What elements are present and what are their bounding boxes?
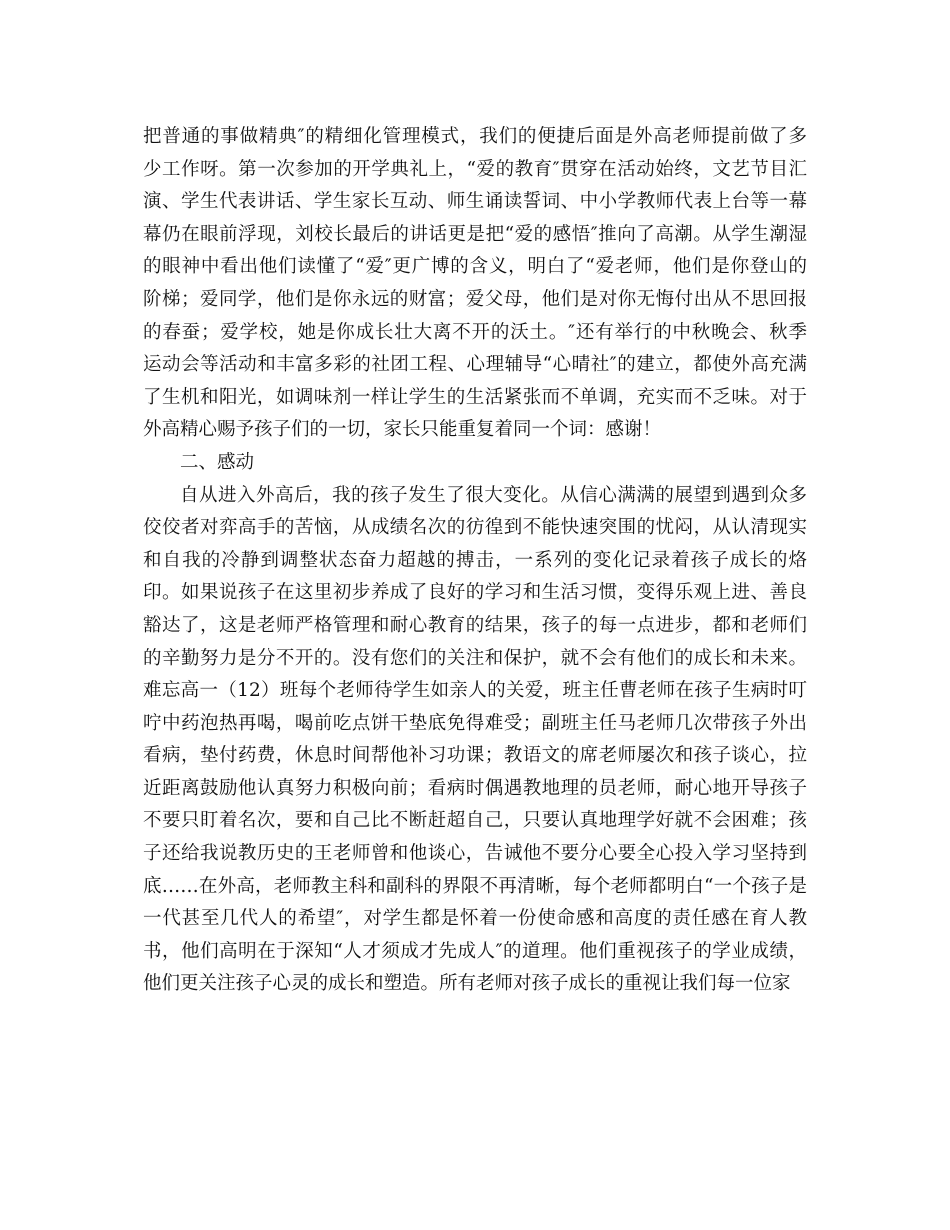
- text-line: 演、学生代表讲话、学生家长互动、师生诵读誓词、中小学教师代表上台等一幕: [143, 191, 807, 213]
- text-line: 把普通的事做精典″的精细化管理模式，我们的便捷后面是外高老师提前做了多: [143, 126, 807, 147]
- text-line: 难忘高一（12）班每个老师待学生如亲人的关爱，班主任曹老师在孩子生病时叮: [143, 680, 807, 702]
- text-line: 豁达了，这是老师严格管理和耐心教育的结果，孩子的每一点进步，都和老师们: [143, 614, 807, 636]
- text-line: 的眼神中看出他们读懂了“爱″更广博的含义，明白了“爱老师，他们是你登山的: [143, 256, 807, 278]
- text-line: 看病，垫付药费，休息时间帮他补习功课；教语文的席老师屡次和孩子谈心，拉: [143, 745, 807, 767]
- text-line: 子还给我说教历史的王老师曾和他谈心，告诫他不要分心要全心投入学习坚持到: [143, 843, 807, 865]
- text-line: 他们更关注孩子心灵的成长和塑造。所有老师对孩子成长的重视让我们每一位家: [143, 973, 791, 995]
- text-line: 和自我的冷静到调整状态奋力超越的搏击，一系列的变化记录着孩子成长的烙: [143, 549, 807, 571]
- text-line: 外高精心赐予孩子们的一切，家长只能重复着同一个词：感谢！: [143, 419, 662, 441]
- text-line: 不要只盯着名次，要和自己比不断赶超自己，只要认真地理学好就不会困难；孩: [143, 810, 807, 832]
- text-line: 咛中药泡热再喝，喝前吃点饼干垫底免得难受；副班主任马老师几次带孩子外出: [143, 712, 807, 734]
- text-line: 书，他们高明在于深知“人才须成才先成人″的道理。他们重视孩子的学业成绩，: [143, 940, 807, 962]
- text-line: 阶梯；爱同学，他们是你永远的财富；爱父母，他们是对你无悔付出从不思回报: [143, 288, 807, 310]
- text-line: 近距离鼓励他认真努力积极向前；看病时偶遇教地理的员老师，耐心地开导孩子: [143, 777, 807, 799]
- paragraph: [143, 447, 807, 480]
- text-line: 的辛勤努力是分不开的。没有您们的关注和保护，就不会有他们的成长和未来。: [143, 647, 807, 669]
- paragraph: [143, 121, 807, 447]
- text-line: 二、感动: [180, 451, 255, 473]
- text-line: 幕仍在眼前浮现，刘校长最后的讲话更是把“爱的感悟″推向了高潮。从学生潮湿: [143, 223, 807, 245]
- text-line: 了生机和阳光，如调味剂一样让学生的生活紧张而不单调，充实而不乏味。对于: [143, 386, 807, 408]
- text-line: 的春蚕；爱学校，她是你成长壮大离不开的沃土。″还有举行的中秋晚会、秋季: [143, 321, 807, 343]
- paragraph: [143, 480, 807, 1002]
- text-line: 一代甚至几代人的希望″，对学生都是怀着一份使命感和高度的责任感在育人教: [143, 908, 807, 930]
- document-body: [143, 121, 807, 1001]
- text-line: 印。如果说孩子在这里初步养成了良好的学习和生活习惯，变得乐观上进、善良: [143, 582, 807, 604]
- text-line: 自从进入外高后，我的孩子发生了很大变化。从信心满满的展望到遇到众多: [180, 484, 807, 506]
- text-line: 运动会等活动和丰富多彩的社团工程、心理辅导“心晴社″的建立，都使外高充满: [143, 354, 807, 376]
- text-line: 佼佼者对弈高手的苦恼，从成绩名次的彷徨到不能快速突围的忧闷，从认清现实: [143, 517, 807, 539]
- text-line: 少工作呀。第一次参加的开学典礼上，“爱的教育″贯穿在活动始终，文艺节目汇: [143, 158, 807, 180]
- text-line: 底……在外高，老师教主科和副科的界限不再清晰，每个老师都明白“一个孩子是: [143, 875, 807, 897]
